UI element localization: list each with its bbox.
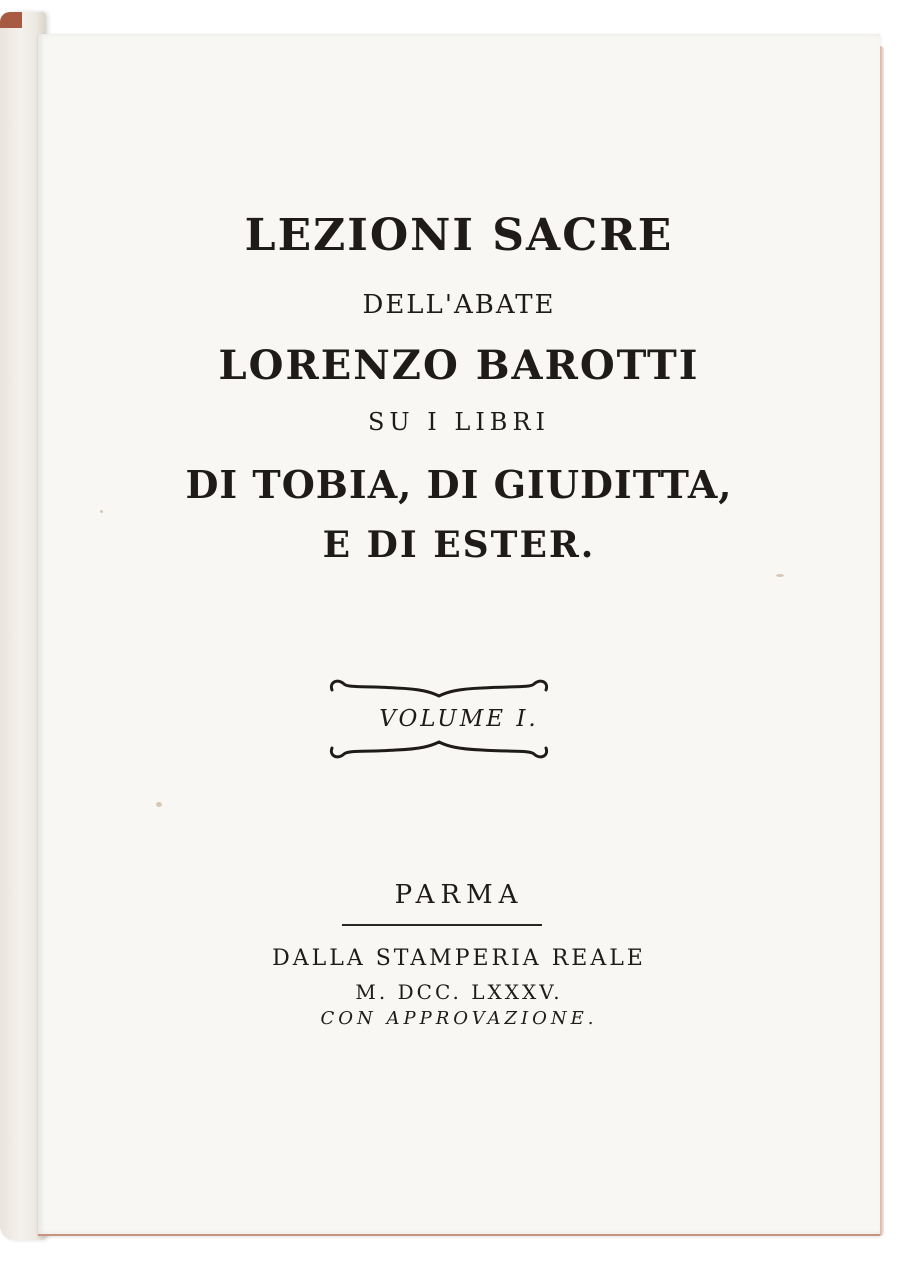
author-name: LORENZO BAROTTI (218, 342, 700, 389)
subject-intro: SU I LIBRI (367, 408, 550, 436)
publication-year: M. DCC. LXXXV. (355, 980, 563, 1004)
by-line: DELL'ABATE (362, 290, 556, 320)
foxing-spot (100, 510, 103, 513)
cover-corner (0, 12, 22, 28)
place-of-publication: PARMA (394, 880, 524, 910)
book-title: LEZIONI SACRE (244, 210, 674, 261)
flourish-bottom-ornament (326, 738, 552, 764)
title-page (38, 34, 880, 1236)
foxing-spot (776, 574, 784, 577)
foxing-spot (156, 802, 162, 807)
printer: DALLA STAMPERIA REALE (272, 946, 646, 971)
volume-label: VOLUME I. (379, 706, 539, 732)
books-line-2: E DI ESTER. (322, 524, 596, 566)
books-line-1: DI TOBIA, DI GIUDITTA, (185, 462, 733, 507)
flourish-top-ornament (326, 674, 552, 700)
approval-note: CON APPROVAZIONE. (320, 1008, 598, 1029)
divider-rule (342, 924, 542, 926)
